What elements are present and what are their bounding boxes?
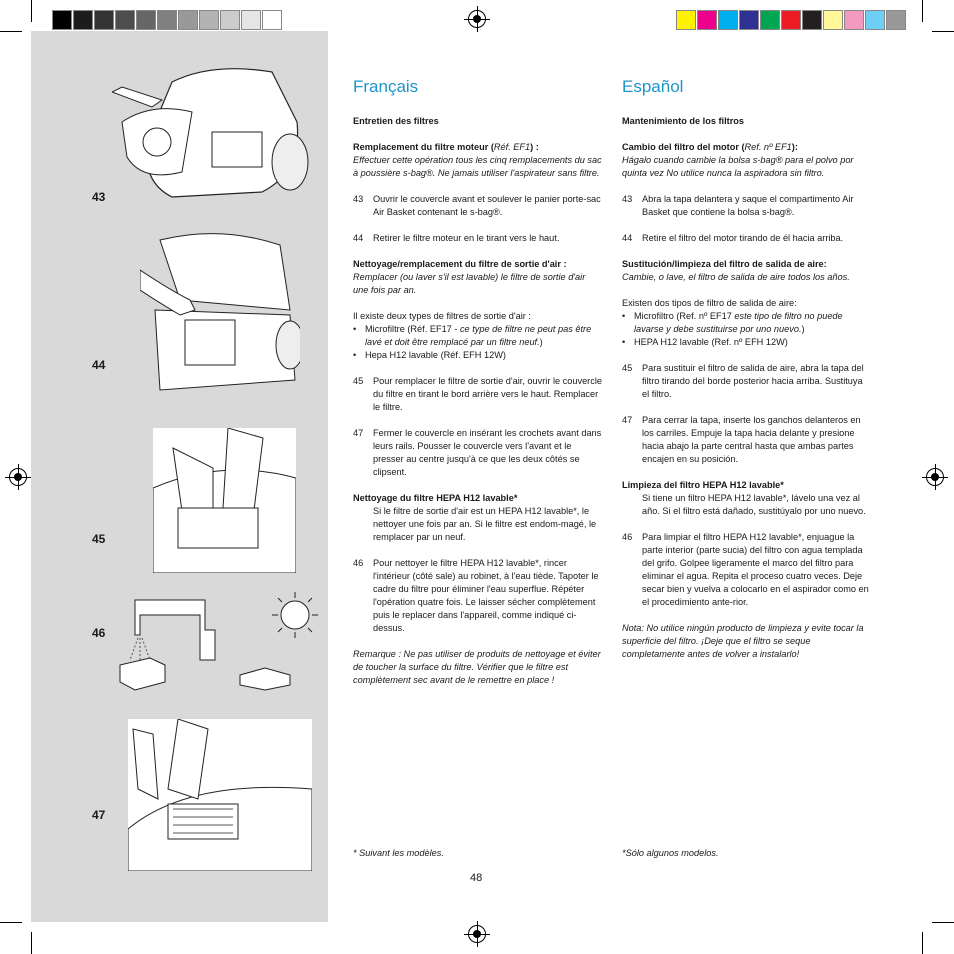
- step-number: 47: [622, 415, 633, 425]
- paragraph: [353, 141, 603, 154]
- page-number: 48: [470, 872, 483, 884]
- subheading: Remplacement du filtre moteur (: [353, 142, 494, 152]
- color-swatch: [115, 10, 135, 30]
- step-number: 45: [622, 363, 633, 373]
- paragraph: Il existe deux types de filtres de sortie d'air :: [353, 311, 531, 321]
- step-43: [353, 193, 603, 219]
- step-47: [353, 427, 603, 479]
- step-46: [353, 557, 603, 635]
- step-number: 43: [353, 194, 364, 204]
- figure-number: 43: [92, 190, 106, 204]
- color-swatch: [220, 10, 240, 30]
- step-45: [622, 362, 872, 401]
- step-text: Para limpiar el filtro HEPA H12 lavable*, enjuague la parte interior (parte sucia) del filtro con agua templada del grifo. Golpee ligeramente el marco del filtro para eliminar el agua. Repita el proceso cuatro veces. Deje secar bien y vuelva a colocarlo en el aspirador como en el procedimiento ante-rior.: [642, 532, 869, 607]
- crop-mark: [922, 0, 923, 22]
- vacuum-open-lid-icon: [112, 62, 312, 202]
- registration-mark-icon: [468, 925, 486, 943]
- figure-number: 46: [92, 626, 106, 640]
- french-column: [353, 77, 603, 700]
- crop-mark: [922, 932, 923, 954]
- step-number: 47: [353, 428, 364, 438]
- bullet-text: este tipo de filtro no puede lavarse y debe sustituirse por uno nuevo.: [634, 311, 843, 334]
- bullet-text: Hepa H12 lavable (Réf. EFH 12W): [365, 350, 506, 360]
- color-swatch: [865, 10, 885, 30]
- list-item: • Microfiltre (Réf. EF17 - ce type de filtre ne peut pas être lavé et doit être remplacé par un filtre neuf.): [353, 324, 592, 347]
- subheading: ) :: [530, 142, 539, 152]
- closing-cover-hands-icon: [128, 719, 312, 871]
- step-44: [622, 232, 872, 245]
- figure-number: 47: [92, 808, 106, 822]
- reference: Ref. nº EF1: [744, 142, 792, 152]
- step-number: 43: [622, 194, 633, 204]
- grey-swatch-bar: [52, 10, 283, 30]
- color-swatch: [676, 10, 696, 30]
- step-text: Ouvrir le couvercle avant et soulever le panier porte-sac Air Basket contenant le s-bag®.: [373, 194, 601, 217]
- list-item: • Microfiltro (Ref. nº EF17 este tipo de filtro no puede lavarse y debe sustituirse por uno nuevo.): [622, 311, 843, 334]
- step-text: Para cerrar la tapa, inserte los ganchos delanteros en los carriles. Empuje la tapa hacia delante y presione hacia abajo la parte central hasta que ambas partes encajen en su posición.: [642, 415, 861, 464]
- step-number: 45: [353, 376, 364, 386]
- color-swatch: [262, 10, 282, 30]
- note: Hágalo cuando cambie la bolsa s-bag® para el polvo por quinta vez No utilice nunca la aspiradora sin filtro.: [622, 155, 854, 178]
- paragraph: Si le filtre de sortie d'air est un HEPA H12 lavable*, le nettoyer une fois par an. Si le filtre est endom-magé, le remplacer par un neuf.: [373, 506, 597, 542]
- step-45: [353, 375, 603, 414]
- remark: Remarque : Ne pas utiliser de produits de nettoyage et éviter de toucher la surface du filtre. Vérifier que le filtre est complètement sec avant de le remettre en place !: [353, 649, 601, 685]
- step-text: Abra la tapa delantera y saque el compartimento Air Basket que contiene la bolsa s-bag®.: [642, 194, 854, 217]
- color-swatch: [844, 10, 864, 30]
- color-swatch: [739, 10, 759, 30]
- vacuum-filter-removal-icon: [140, 230, 300, 395]
- crop-mark: [932, 922, 954, 923]
- registration-mark-icon: [9, 468, 27, 486]
- crop-mark: [31, 932, 32, 954]
- step-43: [622, 193, 872, 219]
- color-swatch: [802, 10, 822, 30]
- footnote: * Suivant les modèles.: [353, 848, 444, 858]
- subheading: Mantenimiento de los filtros: [622, 116, 744, 126]
- crop-mark: [0, 31, 22, 32]
- step-text: Para sustituir el filtro de salida de aire, abra la tapa del filtro tirando del borde posterior hacia arriba. Sustituya el filtro.: [642, 363, 864, 399]
- figure-47-illustration: [128, 719, 312, 871]
- spanish-column: [622, 77, 872, 674]
- footnote: *Sólo algunos modelos.: [622, 848, 719, 858]
- paragraph: Si tiene un filtro HEPA H12 lavable*, lávelo una vez al año. Si el filtro está dañado, sustitúyalo por uno nuevo.: [642, 493, 866, 516]
- color-swatch: [199, 10, 219, 30]
- subheading: ):: [791, 142, 798, 152]
- step-number: 44: [622, 233, 633, 243]
- step-number: 46: [353, 558, 364, 568]
- subheading: Cambio del filtro del motor (: [622, 142, 745, 152]
- paragraph: [622, 141, 872, 154]
- color-swatch: [760, 10, 780, 30]
- reference: Réf. EF1: [493, 142, 531, 152]
- subheading: Nettoyage/remplacement du filtre de sortie d'air :: [353, 259, 567, 269]
- figure-46-illustration: [110, 590, 325, 700]
- list-item: • Hepa H12 lavable (Réf. EFH 12W): [353, 350, 506, 360]
- color-swatch: [73, 10, 93, 30]
- color-swatch: [886, 10, 906, 30]
- section-title: Español: [622, 77, 684, 96]
- figure-number: 44: [92, 358, 106, 372]
- bullet-text: ): [539, 337, 543, 347]
- color-swatch: [157, 10, 177, 30]
- step-47: [622, 414, 872, 466]
- color-swatch: [136, 10, 156, 30]
- crop-mark: [932, 31, 954, 32]
- figure-43-illustration: [112, 62, 312, 202]
- list-item: • HEPA H12 lavable (Ref. nº EFH 12W): [622, 337, 788, 347]
- step-text: Fermer le couvercle en insérant les crochets avant dans leurs rails. Pousser le couvercle vers l'avant et le presser au centre jusqu'à ce que les deux côtés se clipsent.: [373, 428, 602, 477]
- subheading: Limpieza del filtro HEPA H12 lavable*: [622, 480, 784, 490]
- color-swatch: [241, 10, 261, 30]
- step-text: Retire el filtro del motor tirando de él hacia arriba.: [642, 233, 844, 243]
- subheading: Nettoyage du filtre HEPA H12 lavable*: [353, 493, 518, 503]
- bullet-text: ce type de filtre ne peut pas être lavé et doit être remplacé par un filtre neuf.: [365, 324, 592, 347]
- section-title: Français: [353, 77, 419, 96]
- bullet-text: Microfiltre (Réf. EF17 -: [365, 324, 460, 334]
- step-text: Retirer le filtre moteur en le tirant vers le haut.: [373, 233, 560, 243]
- step-46: [622, 531, 872, 609]
- figure-45-illustration: [153, 428, 296, 573]
- registration-mark-icon: [926, 468, 944, 486]
- bullet-text: ): [801, 324, 805, 334]
- figure-number: 45: [92, 532, 106, 546]
- subheading: Entretien des filtres: [353, 116, 439, 126]
- figure-44-illustration: [140, 230, 300, 395]
- crop-mark: [0, 922, 22, 923]
- crop-mark: [31, 0, 32, 22]
- color-swatch: [52, 10, 72, 30]
- paragraph: Existen dos tipos de filtro de salida de aire:: [622, 298, 797, 308]
- step-number: 44: [353, 233, 364, 243]
- color-swatch: [697, 10, 717, 30]
- step-number: 46: [622, 532, 633, 542]
- bullet-text: HEPA H12 lavable (Ref. nº EFH 12W): [634, 337, 788, 347]
- color-swatch: [718, 10, 738, 30]
- color-swatch: [781, 10, 801, 30]
- step-text: Pour remplacer le filtre de sortie d'air, ouvrir le couvercle du filtre en tirant le bord arrière vers le haut. Remplacer le filtre.: [373, 376, 602, 412]
- note: Cambie, o lave, el filtro de salida de aire todos los años.: [622, 272, 850, 282]
- color-swatch: [94, 10, 114, 30]
- bullet-text: Microfiltro (Ref. nº EF17: [634, 311, 735, 321]
- step-text: Pour nettoyer le filtre HEPA H12 lavable*, rincer l'intérieur (côté sale) au robinet, à l'eau tiède. Tapoter le cadre du filtre pour éliminer l'eau superflue. Répéter l'opération quatre fois. Le laisser sécher complètement puis le replacer dans l'appareil, comme indiqué ci-dessus.: [373, 558, 599, 633]
- filter-cover-hands-icon: [153, 428, 296, 573]
- note: Effectuer cette opération tous les cinq remplacements du sac à poussière s-bag®. Ne jamais utiliser l'aspirateur sans filtre.: [353, 155, 602, 178]
- color-swatch-bar: [676, 10, 907, 30]
- step-44: [353, 232, 603, 245]
- note: Remplacer (ou laver s'il est lavable) le filtre de sortie d'air une fois par an.: [353, 272, 586, 295]
- tap-and-sun-icon: [110, 590, 325, 700]
- remark: Nota: No utilice ningún producto de limpieza y evite tocar la superficie del filtro. ¡Deje que el filtro se seque completamente antes de volver a instalarlo!: [622, 623, 864, 659]
- color-swatch: [178, 10, 198, 30]
- subheading: Sustitución/limpieza del filtro de salida de aire:: [622, 259, 827, 269]
- registration-mark-icon: [468, 10, 486, 28]
- color-swatch: [823, 10, 843, 30]
